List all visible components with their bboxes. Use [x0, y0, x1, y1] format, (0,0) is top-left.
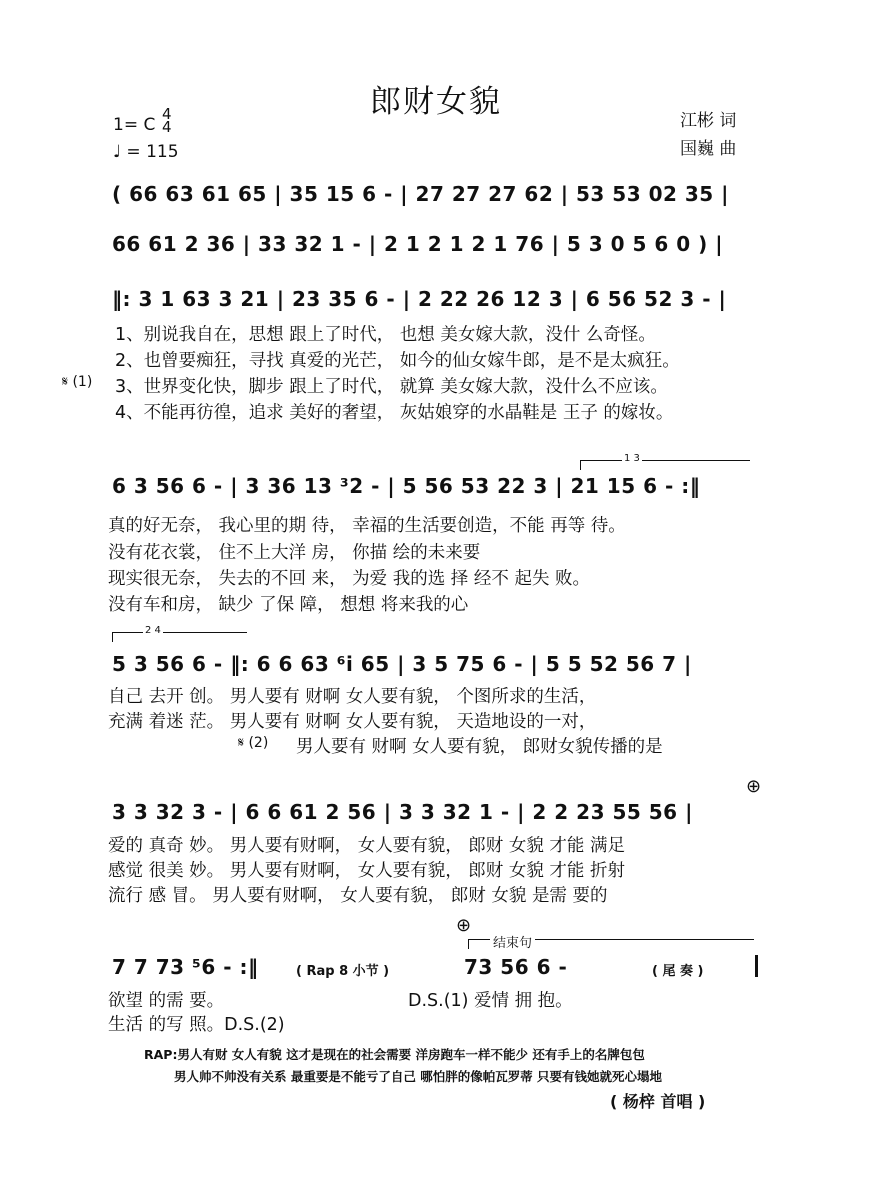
lyric-row6-1: 爱的 真奇 妙。 男人要有财啊， 女人要有貌， 郎财 女貌 才能 满足	[108, 836, 625, 856]
lyric-row6-3: 流行 感 冒。 男人要有财啊， 女人要有貌， 郎财 女貌 是需 要的	[108, 886, 608, 906]
notation-row-verse: ‖: 3 1 63 3 21 | 23 35 6 - | 2 22 26 12 3 | 6 56 52 3 - |	[112, 287, 727, 311]
lyric-row7-1: 欲望 的需 要。	[108, 991, 225, 1011]
lyric-row5-2: 充满 着迷 茫。 男人要有 财啊 女人要有貌， 天造地设的一对，	[108, 712, 597, 732]
lyric-row4-2: 没有花衣裳， 住不上大洋 房， 你描 绘的未来要	[108, 543, 481, 563]
page-title: 郎财女貌	[370, 84, 502, 120]
rap-box: ( Rap 8 小节 )	[296, 964, 390, 979]
composer: 国巍 曲	[680, 139, 737, 159]
volta-line-24	[112, 632, 247, 633]
volta-label-24: 2 4	[145, 625, 161, 636]
volta-tick-13	[580, 460, 581, 470]
ending-bracket-tick	[468, 939, 469, 949]
segno-mark-2: 𝄋 (2)	[238, 735, 269, 751]
notation-row-intro-1: ( 66 63 61 65 | 35 15 6 - | 27 27 27 62 | 53 53 02 35 |	[112, 182, 729, 206]
lyric-row4-1: 真的好无奈， 我心里的期 待， 幸福的生活要创造，不能 再等 待。	[108, 516, 626, 536]
notation-row-intro-2: 66 61 2 36 | 33 32 1 - | 2 1 2 1 2 1 76 | 5 3 0 5 6 0 ) |	[112, 232, 724, 256]
outro-box: ( 尾 奏 )	[652, 964, 704, 979]
lyric-row5-3: 男人要有 财啊 女人要有貌， 郎财女貌传播的是	[296, 737, 663, 757]
ds-marking-1: D.S.(1) 爱情 拥 抱。	[408, 991, 573, 1011]
lyric-row7-2: 生活 的写 照。D.S.(2)	[108, 1015, 285, 1035]
notation-row-6: 3 3 32 3 - | 6 6 61 2 56 | 3 3 32 1 - | 2 2 23 55 56 |	[112, 800, 693, 824]
rap-line-1: RAP:男人有财 女人有貌 这才是现在的社会需要 洋房跑车一样不能少 还有手上的名牌包包	[144, 1047, 645, 1062]
time-sig-bottom: 4	[162, 118, 172, 136]
rap-line-2: 男人帅不帅没有关系 最重要是不能亏了自己 哪怕胖的像帕瓦罗蒂 只要有钱她就死心塌地	[174, 1069, 663, 1084]
volta-line-13	[580, 460, 750, 461]
lyric-row5-1: 自己 去开 创。 男人要有 财啊 女人要有貌， 个图所求的生活，	[108, 687, 597, 707]
notation-row-7: 7 7 73 ⁵6 - :‖	[112, 955, 259, 979]
coda-sign-icon-2: ⊕	[456, 915, 472, 936]
notation-row-5: 5 3 56 6 - ‖: 6 6 63 ⁶i 65 | 3 5 75 6 - | 5 5 52 56 7 |	[112, 652, 692, 676]
lyric-verse-2: 2、也曾要痴狂，寻找 真爱的光芒， 如今的仙女嫁牛郎，是不是太疯狂。	[115, 351, 680, 371]
tempo-marking: ♩ = 115	[113, 142, 179, 162]
time-sig-top: 4	[162, 105, 172, 123]
key-signature: 1= C	[113, 115, 156, 135]
coda-sign-icon: ⊕	[746, 776, 762, 797]
singer-credit: ( 杨梓 首唱 )	[610, 1092, 706, 1111]
segno-mark-1: 𝄋 (1)	[62, 374, 93, 390]
lyricist: 江彬 词	[680, 111, 737, 131]
lyric-verse-1: 1、别说我自在，思想 跟上了时代， 也想 美女嫁大款，没什 么奇怪。	[115, 325, 656, 345]
final-barline	[755, 955, 758, 977]
lyric-row6-2: 感觉 很美 妙。 男人要有财啊， 女人要有貌， 郎财 女貌 才能 折射	[108, 861, 625, 881]
time-signature	[162, 105, 172, 136]
notation-row-4: 6 3 56 6 - | 3 36 13 ³2 - | 5 56 53 22 3 | 21 15 6 - :‖	[112, 474, 701, 498]
lyric-row4-3: 现实很无奈， 失去的不回 来， 为爱 我的选 择 经不 起失 败。	[108, 569, 591, 589]
ending-label: 结束句	[490, 932, 535, 951]
lyric-verse-4: 4、不能再彷徨，追求 美好的奢望， 灰姑娘穿的水晶鞋是 王子 的嫁妆。	[115, 403, 674, 423]
volta-label-13: 1 3	[624, 453, 640, 464]
volta-tick-24	[112, 632, 113, 642]
lyric-verse-3: 3、世界变化快，脚步 跟上了时代， 就算 美女嫁大款，没什么不应该。	[115, 377, 668, 397]
lyric-row4-4: 没有车和房， 缺少 了保 障， 想想 将来我的心	[108, 595, 469, 615]
notation-row-7-end: 73 56 6 -	[464, 955, 568, 979]
